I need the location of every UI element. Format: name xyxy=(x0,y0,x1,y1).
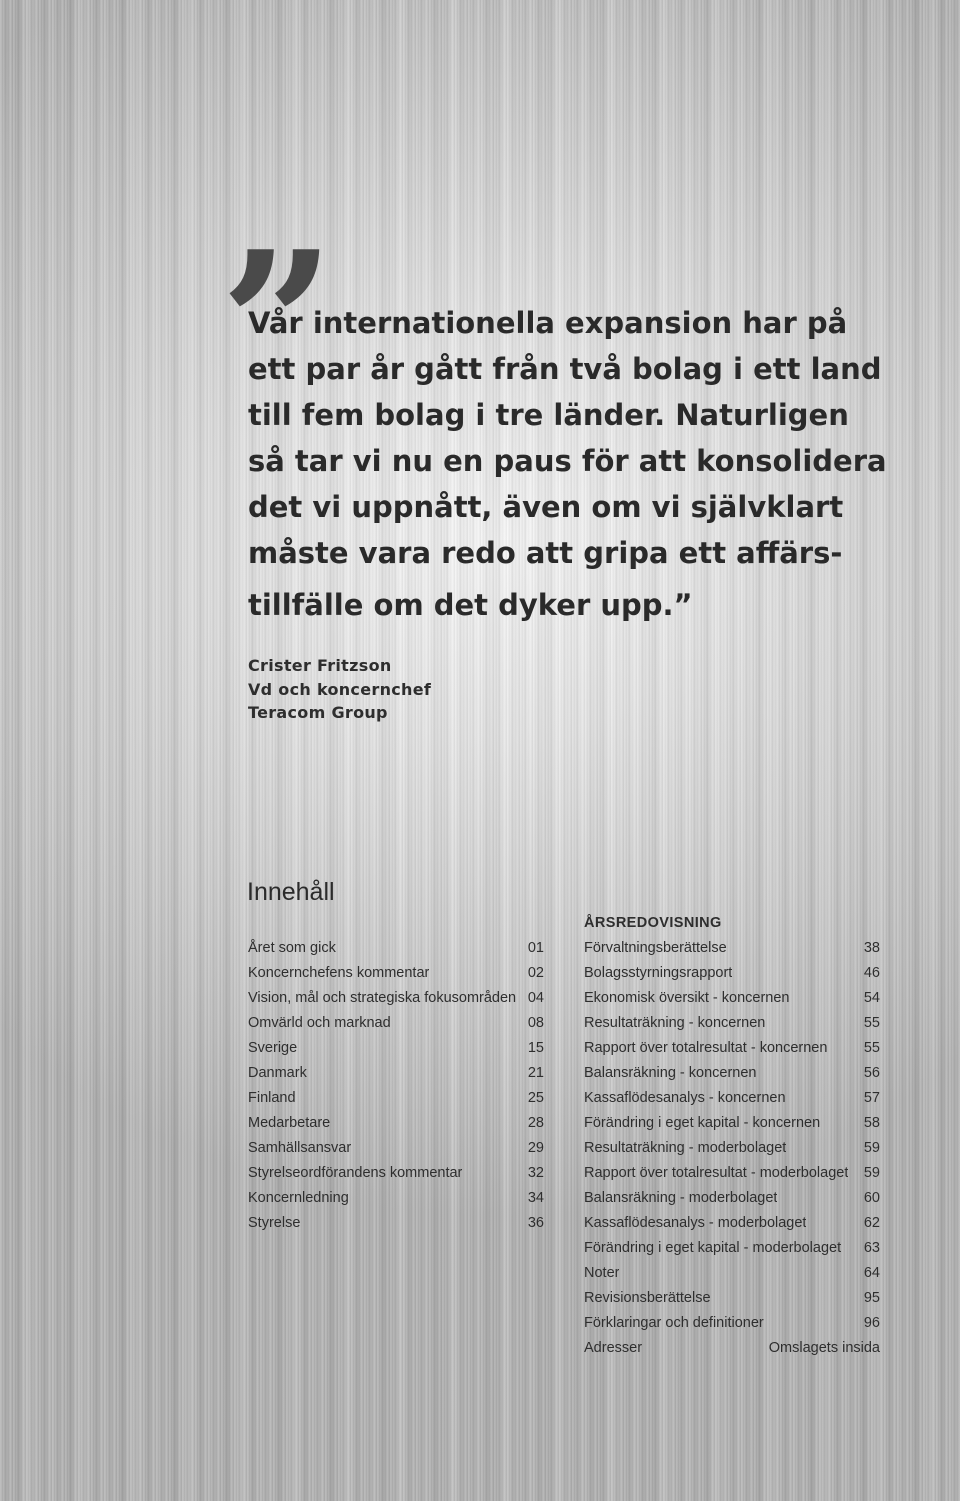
attribution-name: Crister Fritzson xyxy=(248,656,392,675)
toc-entry-label: Medarbetare xyxy=(248,1115,331,1131)
toc-entry-page: 59 xyxy=(863,1165,880,1181)
toc-entry-label: Förvaltningsberättelse xyxy=(584,940,727,956)
toc-entry[interactable] xyxy=(584,961,880,986)
toc-entry[interactable] xyxy=(584,1261,880,1286)
toc-entry-page: 59 xyxy=(863,1140,880,1156)
toc-entry-label: Balansräkning - moderbolaget xyxy=(584,1190,778,1206)
toc-entry[interactable] xyxy=(584,1061,880,1086)
toc-entry-page: 34 xyxy=(527,1190,544,1206)
toc-entry-label: Samhällsansvar xyxy=(248,1140,352,1156)
toc-entry-label: Koncernledning xyxy=(248,1190,349,1206)
toc-entry-label: Ekonomisk översikt - koncernen xyxy=(584,990,790,1006)
toc-entry[interactable] xyxy=(248,1136,544,1161)
toc-entry[interactable] xyxy=(248,961,544,986)
attribution-role: Vd och koncernchef xyxy=(248,679,432,699)
toc-entry-label: Förklaringar och definitioner xyxy=(584,1315,764,1331)
toc-entry[interactable] xyxy=(584,1036,880,1061)
toc-entry-label: Resultaträkning - koncernen xyxy=(584,1015,766,1031)
quote-attribution xyxy=(248,654,431,725)
toc-entry-page: 96 xyxy=(863,1315,880,1331)
toc-entry-page: 64 xyxy=(863,1265,880,1281)
quote-mark-icon: ” xyxy=(220,208,322,443)
toc-entry-label: Rapport över totalresultat - koncernen xyxy=(584,1040,828,1056)
toc-entry-label: Balansräkning - koncernen xyxy=(584,1065,757,1081)
toc-entry-page: 46 xyxy=(863,965,880,981)
toc-entry-page: 95 xyxy=(863,1290,880,1306)
quote-line: till fem bolag i tre länder. Naturligen xyxy=(248,398,849,432)
quote-line: det vi uppnått, även om vi självklart xyxy=(248,490,844,524)
toc-entry-label: Adresser xyxy=(584,1340,643,1356)
toc-entry-label: Resultaträkning - moderbolaget xyxy=(584,1140,787,1156)
toc-entry-label: Vision, mål och strategiska fokusområden xyxy=(248,990,517,1006)
toc-entry-label: Danmark xyxy=(248,1065,307,1081)
quote-line: tillfälle om det dyker upp.” xyxy=(248,588,693,622)
toc-entry[interactable] xyxy=(584,1161,880,1186)
toc-entry-page: 55 xyxy=(863,1015,880,1031)
attribution-company: Teracom Group xyxy=(248,703,388,722)
toc-entry-label: Styrelse xyxy=(248,1215,301,1231)
toc-entry-page: 38 xyxy=(863,940,880,956)
pull-quote xyxy=(248,300,908,628)
toc-entry[interactable] xyxy=(584,1286,880,1311)
quote-line: ett par år gått från två bolag i ett land xyxy=(248,352,882,386)
toc-entry[interactable] xyxy=(248,986,544,1011)
toc-entry[interactable] xyxy=(584,1236,880,1261)
toc-entry[interactable] xyxy=(584,936,880,961)
toc-entry-page: 63 xyxy=(863,1240,880,1256)
toc-entry[interactable] xyxy=(584,1086,880,1111)
quote-line: Vår internationella expansion har på xyxy=(248,306,848,340)
toc-entry-page: 28 xyxy=(527,1115,544,1131)
toc-entry-label: Förändring i eget kapital - moderbolaget xyxy=(584,1240,842,1256)
toc-entry-page: 62 xyxy=(863,1215,880,1231)
toc-entry-page: 15 xyxy=(527,1040,544,1056)
toc-entry[interactable] xyxy=(584,1136,880,1161)
toc-entry-label: Styrelseordförandens kommentar xyxy=(248,1165,463,1181)
toc-entry[interactable] xyxy=(248,1161,544,1186)
toc-entry-label: Koncernchefens kommentar xyxy=(248,965,430,981)
toc-entry-page: 02 xyxy=(527,965,544,981)
toc-entry-page: 58 xyxy=(863,1115,880,1131)
toc-entry-page: 60 xyxy=(863,1190,880,1206)
toc-entry-page: 08 xyxy=(527,1015,544,1031)
toc-entry-page: 56 xyxy=(863,1065,880,1081)
toc-entry-page: 01 xyxy=(527,940,544,956)
toc-entry-page: 04 xyxy=(527,990,544,1006)
toc-entry-label: Förändring i eget kapital - koncernen xyxy=(584,1115,821,1131)
toc-entry[interactable] xyxy=(584,1111,880,1136)
toc-entry-label: Bolagsstyrningsrapport xyxy=(584,965,733,981)
toc-entry[interactable] xyxy=(248,1086,544,1111)
toc-entry-label: Revisionsberättelse xyxy=(584,1290,711,1306)
toc-section-heading: ÅRSREDOVISNING xyxy=(584,915,722,931)
toc-right-column xyxy=(584,911,880,1361)
toc-entry-label: Noter xyxy=(584,1265,620,1281)
toc-entry[interactable] xyxy=(584,1311,880,1336)
quote-line: måste vara redo att gripa ett affärs- xyxy=(248,536,843,570)
toc-entry[interactable] xyxy=(584,986,880,1011)
toc-entry-label: Omvärld och marknad xyxy=(248,1015,391,1031)
toc-title: Innehåll xyxy=(247,878,335,906)
toc-entry[interactable] xyxy=(248,936,544,961)
toc-entry[interactable] xyxy=(248,1011,544,1036)
toc-entry-page: 55 xyxy=(863,1040,880,1056)
toc-entry[interactable] xyxy=(248,1186,544,1211)
toc-entry-label: Rapport över totalresultat - moderbolaget xyxy=(584,1165,849,1181)
toc-entry-label: Finland xyxy=(248,1090,296,1106)
toc-entry[interactable] xyxy=(248,1036,544,1061)
toc-entry-label: Kassaflödesanalys - moderbolaget xyxy=(584,1215,807,1231)
toc-entry[interactable] xyxy=(584,1011,880,1036)
toc-entry-page: Omslagets insida xyxy=(768,1340,880,1356)
toc-entry-page: 21 xyxy=(527,1065,544,1081)
toc-entry[interactable] xyxy=(248,1211,544,1236)
toc-entry[interactable] xyxy=(584,1211,880,1236)
toc-entry[interactable] xyxy=(248,1061,544,1086)
toc-entry-page: 54 xyxy=(863,990,880,1006)
toc-entry[interactable] xyxy=(248,1111,544,1136)
toc-left-column xyxy=(248,936,544,1236)
toc-entry-page: 32 xyxy=(527,1165,544,1181)
toc-entry-page: 25 xyxy=(527,1090,544,1106)
quote-line: så tar vi nu en paus för att konsolidera xyxy=(248,444,887,478)
toc-entry-label: Sverige xyxy=(248,1040,298,1056)
toc-entry-label: Året som gick xyxy=(248,940,336,956)
toc-entry[interactable] xyxy=(584,1336,880,1361)
toc-entry-page: 57 xyxy=(863,1090,880,1106)
toc-entry-page: 29 xyxy=(527,1140,544,1156)
toc-entry[interactable] xyxy=(584,1186,880,1211)
toc-entry-page: 36 xyxy=(527,1215,544,1231)
toc-entry-label: Kassaflödesanalys - koncernen xyxy=(584,1090,786,1106)
